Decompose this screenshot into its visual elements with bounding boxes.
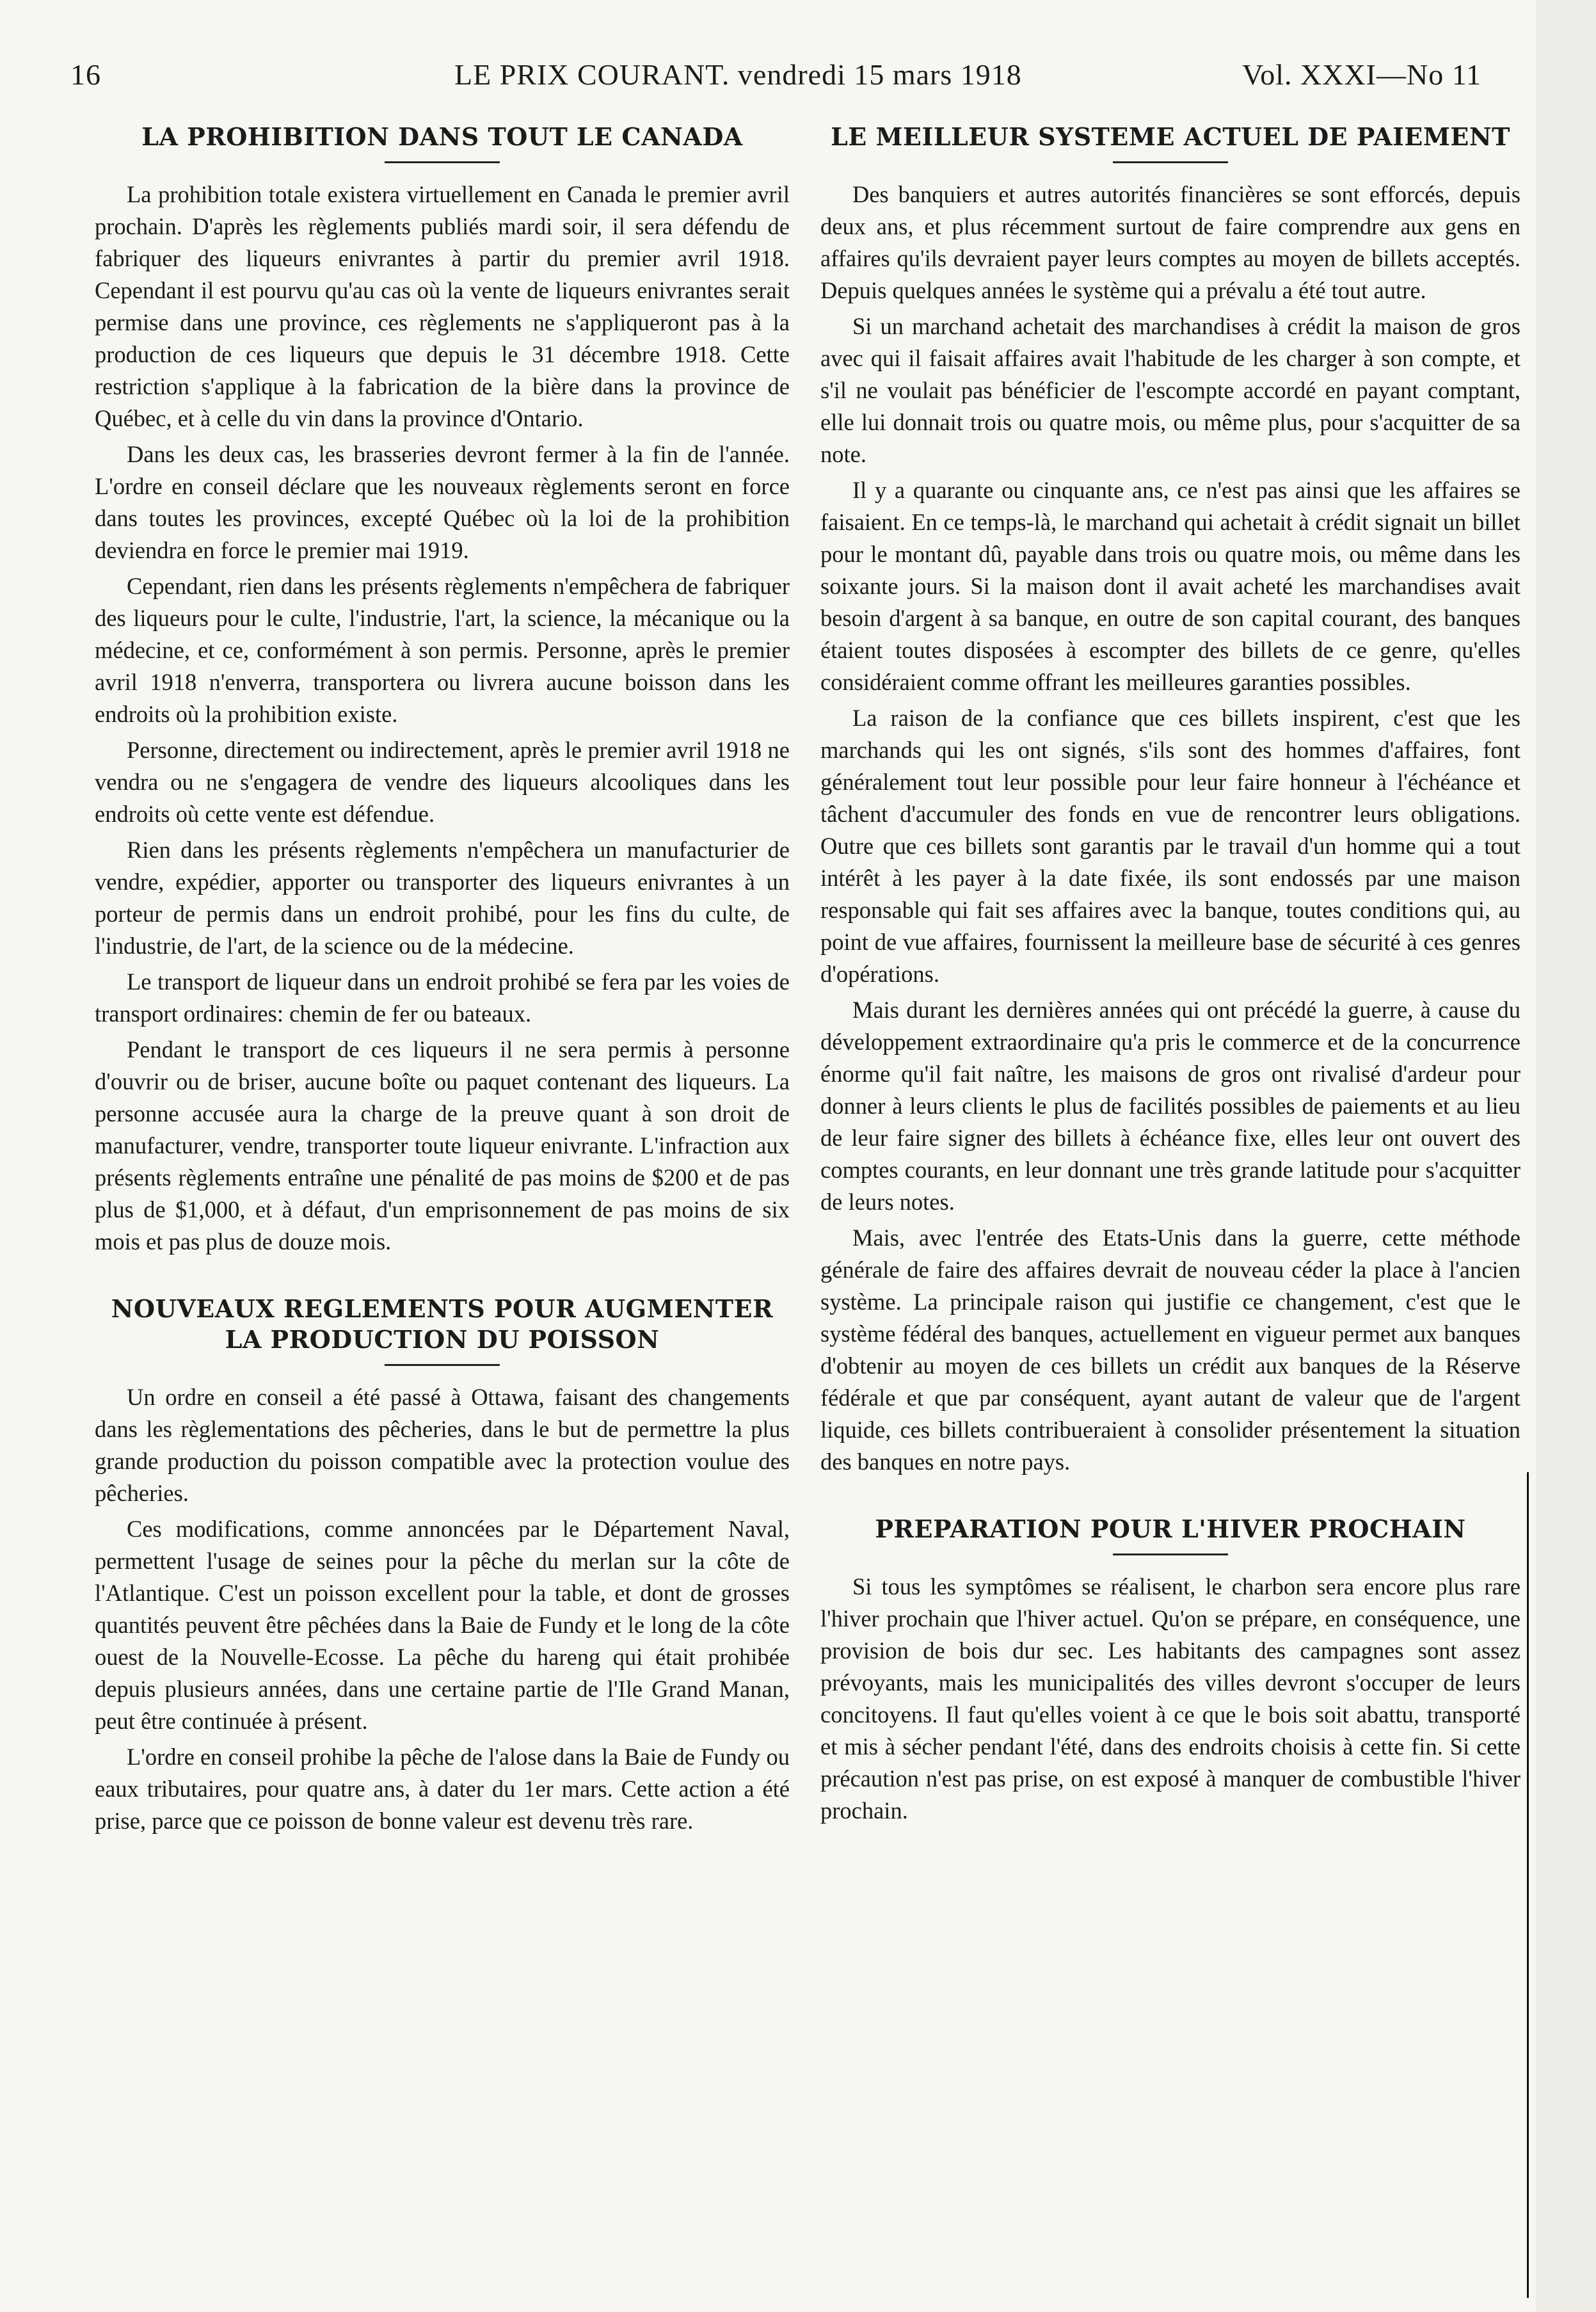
paragraph: Cependant, rien dans les présents règlements n'empêchera de fabriquer des liqueurs pour le culte, l'industrie, l'art, la science, la mécanique ou la médecine, et ce, conformément à son permis. Personne, après le premier avril 1918 n'enverra, transportera ou livrera aucune boisson dans les endroits où la prohibition existe. xyxy=(95,573,790,727)
paragraph: Mais durant les dernières années qui ont précédé la guerre, à cause du développement extraordinaire qu'a pris le commerce et de la concurrence énorme qu'il fait naître, les maisons de gros ont rivalisé d'ardeur pour donner à leurs clients le plus de facilités possibles de paiements et au lieu de leur faire signer des billets à échéance fixe, elles leur ont ouvert des comptes courants, en leur donnant une très grande latitude pour s'acquitter de leurs notes. xyxy=(820,997,1520,1215)
title-rule xyxy=(1113,161,1228,163)
left-column xyxy=(95,122,790,1841)
title-rule xyxy=(385,161,500,163)
paragraph: Le transport de liqueur dans un endroit prohibé se fera par les voies de transport ordinaires: chemin de fer ou bateaux. xyxy=(95,968,790,1027)
page-number: 16 xyxy=(70,58,101,91)
paragraph: Si un marchand achetait des marchandises à crédit la maison de gros avec qui il faisait affaires avait l'habitude de les charger à son compte, et s'il ne voulait pas bénéficier de l'escompte accordé en payant comptant, elle lui donnait trois ou quatre mois, ou même plus, pour s'acquitter de sa note. xyxy=(820,313,1520,467)
article-poisson xyxy=(95,1294,790,1837)
paragraph: La raison de la confiance que ces billets inspirent, c'est que les marchands qui les ont signés, s'ils sont des hommes d'affaires, font généralement tout leur possible pour leur faire honneur à l'échéance et tâchent d'accumuler des fonds en vue de rencontrer leurs obligations. Outre que ces billets sont garantis par le travail d'un homme qui a tout intérêt à les payer à la date fixée, ils sont endossés par une maison responsable qui fait ses affaires avec la banque, toutes conditions qui, au point de vue affaires, fournissent la meilleure base de sécurité à ces genres d'opérations. xyxy=(820,705,1520,987)
paragraph: Personne, directement ou indirectement, après le premier avril 1918 ne vendra ou ne s'engagera de vendre des liqueurs alcooliques dans les endroits où cette vente est défendue. xyxy=(95,737,790,827)
paragraph: La prohibition totale existera virtuellement en Canada le premier avril prochain. D'après les règlements publiés mardi soir, il sera défendu de fabriquer des liqueurs enivrantes à partir du premier avril 1918. Cependant il est pourvu qu'au cas où la vente de liqueurs enivrantes serait permise dans une province, ces règlements ne s'appliqueront pas à la production de ces liqueurs que depuis le 31 décembre 1918. Cette restriction s'applique à la fabrication de la bière dans la province de Québec, et à celle du vin dans la province d'Ontario. xyxy=(95,181,790,431)
right-column xyxy=(820,122,1520,1831)
article-title: LE MEILLEUR SYSTEME ACTUEL DE PAIEMENT xyxy=(831,122,1510,151)
paragraph: Des banquiers et autres autorités financières se sont efforcés, depuis deux ans, et plus récemment surtout de faire comprendre aux gens en affaires qu'ils devraient payer leurs comptes au moyen de billets acceptés. Depuis quelques années le système qui a prévalu a été tout autre. xyxy=(820,181,1520,303)
paragraph: Pendant le transport de ces liqueurs il ne sera permis à personne d'ouvrir ou de briser, aucune boîte ou paquet contenant des liqueurs. La personne accusée aura la charge de la preuve quant à son droit de manufacturer, vendre, transporter toute liqueur enivrante. L'infraction aux présents règlements entraîne une pénalité de pas moins de $200 et de pas plus de $1,000, et à défaut, d'un emprisonnement de pas moins de six mois et pas plus de douze mois. xyxy=(95,1036,790,1255)
paragraph: Il y a quarante ou cinquante ans, ce n'est pas ainsi que les affaires se faisaient. En ce temps-là, le marchand qui achetait à crédit signait un billet pour le montant dû, payable dans trois ou quatre mois, ou même dans les soixante jours. Si la maison dont il avait acheté les marchandises avait besoin d'argent à sa banque, en outre de son capital courant, des banques étaient toutes disposées à escompter des billets de ce genre, qu'elles considéraient comme offrant les meilleures garanties possibles. xyxy=(820,477,1520,695)
title-rule xyxy=(1113,1553,1228,1555)
paragraph: Dans les deux cas, les brasseries devront fermer à la fin de l'année. L'ordre en conseil déclare que les nouveaux règlements seront en force dans toutes les provinces, excepté Québec où la loi de la prohibition deviendra en force le premier mai 1919. xyxy=(95,441,790,563)
paragraph: Ces modifications, comme annoncées par le Département Naval, permettent l'usage de seines pour la pêche du merlan sur la côte de l'Atlantique. C'est un poisson excellent pour la table, et dont de grosses quantités peuvent être pêchées dans la Baie de Fundy et le long de la côte ouest de la Nouvelle-Ecosse. La pêche du hareng qui était prohibée depuis plusieurs années, dans une certaine partie de l'Ile Grand Manan, peut être continuée à présent. xyxy=(95,1516,790,1734)
title-rule xyxy=(385,1364,500,1366)
paragraph: Un ordre en conseil a été passé à Ottawa, faisant des changements dans les règlementations des pêcheries, dans le but de permettre la plus grande production du poisson compatible avec la protection voulue des pêcheries. xyxy=(95,1384,790,1506)
adjacent-page-margin xyxy=(1536,0,1596,2312)
article-paiement xyxy=(820,122,1520,1478)
article-title: LA PROHIBITION DANS TOUT LE CANADA xyxy=(141,122,743,151)
paragraph: Si tous les symptômes se réalisent, le charbon sera encore plus rare l'hiver prochain que l'hiver actuel. Qu'on se prépare, en conséquence, une provision de bois dur sec. Les habitants des campagnes sont assez prévoyants, mais les municipalités des villes devront s'occuper de leurs concitoyens. Il faut qu'elles voient à ce que le bois soit abattu, transporté et mis à sécher pendant l'été, dans des endroits choisis à cette fin. Si cette précaution n'est pas prise, on est exposé à manquer de combustible l'hiver prochain. xyxy=(820,1573,1520,1824)
page-header xyxy=(70,50,1481,101)
publication-line: LE PRIX COURANT. vendredi 15 mars 1918 xyxy=(454,58,1022,91)
volume-label: Vol. XXXI—No 11 xyxy=(1241,58,1481,91)
article-title: PREPARATION POUR L'HIVER PROCHAIN xyxy=(875,1514,1466,1543)
article-hiver xyxy=(820,1514,1520,1827)
paragraph: Rien dans les présents règlements n'empêchera un manufacturier de vendre, expédier, apporter ou transporter des liqueurs enivrantes à un porteur de permis dans un endroit prohibé, pour les fins du culte, de l'industrie, de l'art, de la science ou de la médecine. xyxy=(95,837,790,959)
column-edge-rule xyxy=(1527,1472,1529,2298)
article-title: NOUVEAUX REGLEMENTS POUR AUGMENTER LA PRODUCTION DU POISSON xyxy=(111,1294,774,1354)
paragraph: Mais, avec l'entrée des Etats-Unis dans la guerre, cette méthode générale de faire des affaires devrait de nouveau céder la place à l'ancien système. La principale raison qui justifie ce changement, c'est que le système fédéral des banques, actuellement en vigueur permet aux banques d'obtenir au moyen de ces billets un crédit aux banques de la Réserve fédérale et que par conséquent, ayant autant de valeur que de l'argent liquide, ces billets contribueraient à consolider présentement la situation des banques en notre pays. xyxy=(820,1224,1520,1475)
paragraph: L'ordre en conseil prohibe la pêche de l'alose dans la Baie de Fundy ou eaux tributaires, pour quatre ans, à dater du 1er mars. Cette action a été prise, parce que ce poisson de bonne valeur est devenu très rare. xyxy=(95,1744,790,1834)
article-prohibition xyxy=(95,122,790,1258)
